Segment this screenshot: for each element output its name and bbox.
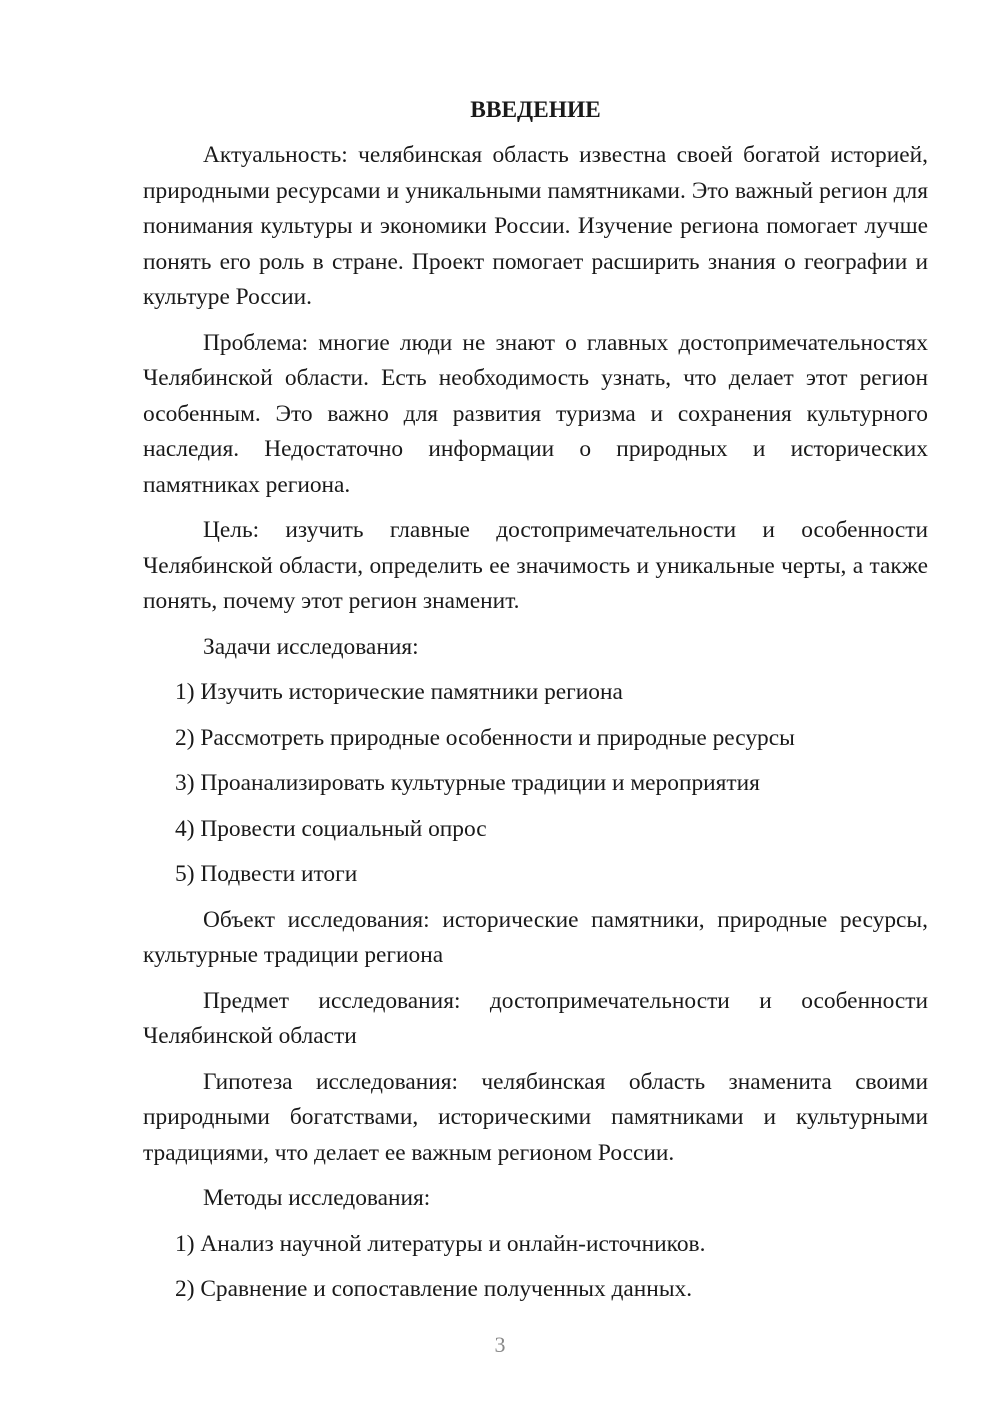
task-item: 4) Провести социальный опрос: [175, 815, 487, 842]
subject-paragraph: Предмет исследования: достопримечательности и особенности Челябинской области: [143, 987, 928, 1049]
methods-title: Методы исследования:: [203, 1185, 431, 1211]
task-item: 2) Рассмотреть природные особенности и природные ресурсы: [175, 724, 795, 751]
method-item: 1) Анализ научной литературы и онлайн-источников.: [175, 1230, 706, 1257]
methods-list: [143, 1227, 928, 1308]
relevance-paragraph: Актуальность: челябинская область известна своей богатой историей, природными ресурсами и уникальными памятниками. Это важный регион для понимания культуры и экономики России. Изучение региона помогает лучше понять его роль в стране. Проект помогает расширить знания о географии и культуре России.: [143, 142, 928, 310]
page-number: 3: [494, 1332, 506, 1357]
goal-paragraph: Цель: изучить главные достопримечательности и особенности Челябинской области, определить ее значимость и уникальные черты, а также понять, почему этот регион знаменит.: [143, 517, 928, 614]
hypothesis-paragraph: Гипотеза исследования: челябинская область знаменита своими природными богатствами, историческими памятниками и культурными традициями, что делает ее важным регионом России.: [143, 1068, 928, 1166]
task-item: 5) Подвести итоги: [175, 861, 358, 887]
problem-paragraph: Проблема: многие люди не знают о главных достопримечательностях Челябинской области. Есть необходимость узнать, что делает этот регион особенным. Это важно для развития туризма и сохранения культурного наследия. Недостаточно информации о природных и исторических памятниках региона.: [143, 329, 928, 498]
object-paragraph: Объект исследования: исторические памятники, природные ресурсы, культурные традиции региона: [143, 906, 928, 968]
task-item: 1) Изучить исторические памятники региона: [175, 679, 623, 705]
section-heading: ВВЕДЕНИЕ: [470, 97, 601, 123]
method-item: 2) Сравнение и сопоставление полученных данных.: [175, 1276, 693, 1302]
document-page: [143, 92, 928, 1318]
task-item: 3) Проанализировать культурные традиции и мероприятия: [175, 770, 760, 796]
tasks-title: Задачи исследования:: [203, 633, 419, 660]
tasks-list: [143, 675, 928, 893]
